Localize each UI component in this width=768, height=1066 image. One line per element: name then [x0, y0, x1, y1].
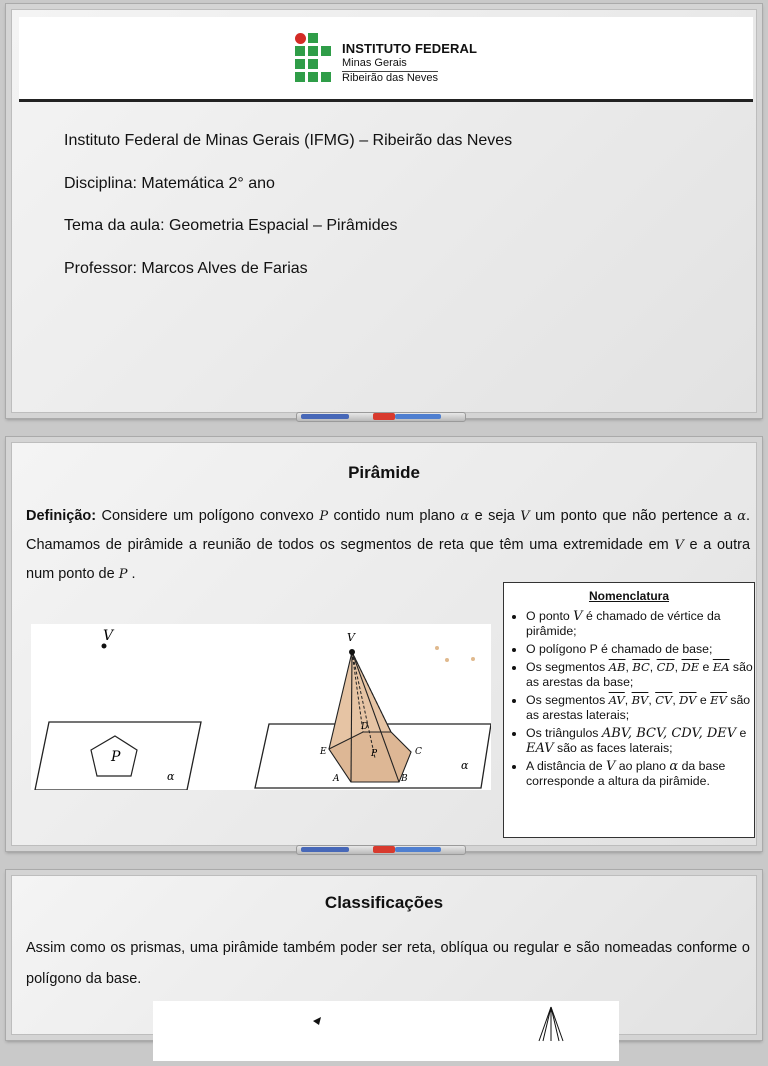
institution-line: Instituto Federal de Minas Gerais (IFMG) – Ribeirão das Neves [64, 132, 513, 149]
classification-paragraph: Assim como os prismas, uma pirâmide também poder ser reta, oblíqua ou regular e são nomeadas conforme o polígono da base. [26, 940, 750, 987]
slide-title: Classificações [324, 893, 444, 912]
discipline-line: Disciplina: Matemática 2° ano [64, 175, 275, 192]
list-item: • O polígono P é chamado de base; [526, 642, 754, 657]
label-a: A [333, 774, 340, 784]
classification-diagram [153, 1001, 619, 1061]
header-banner [19, 17, 753, 102]
ifmg-logo-icon [295, 33, 335, 83]
label-alpha-left: α [167, 770, 175, 783]
slide-title: Pirâmide [348, 463, 420, 482]
topic-line: Tema da aula: Geometria Espacial – Pirâmides [64, 217, 398, 234]
label-v-left: V [103, 628, 114, 644]
pyramid-figure [31, 624, 491, 790]
label-p-right: P [371, 749, 378, 759]
label-p-left: P [111, 749, 121, 765]
list-item: • Os triângulos ABV, BCV, CDV, DEV e EAV são as faces laterais; [526, 726, 754, 756]
list-item: • Os segmentos $\overline{AV}$, $\overline{BV}$, $\overline{CV}$, $\overline{DV}$ e $\overline{EV}$ são as arestas laterais; [526, 693, 754, 723]
label-e: E [320, 747, 327, 757]
definition-paragraph: Definição: Considere um polígono convexo P contido num plano α e seja V um ponto que não pertence a α. Chamamos de pirâmide a reunião de todos os segmentos de reta que têm uma extremidade em V e a outra num ponto de P . [26, 508, 751, 582]
label-alpha-right: α [461, 759, 469, 772]
apex-v-point [349, 649, 355, 655]
slide-title-board [6, 4, 762, 418]
professor-line: Professor: Marcos Alves de Farias [64, 260, 308, 277]
label-b: B [401, 774, 408, 784]
nomenclature-title: Nomenclatura [588, 589, 670, 603]
logo-title: INSTITUTO FEDERAL [342, 41, 478, 56]
slide-classification-board [6, 870, 762, 1040]
label-c: C [415, 747, 422, 757]
nomenclature-box [503, 582, 755, 838]
list-item: • O ponto V é chamado de vértice da pirâmide; [526, 609, 754, 639]
nomenclature-list [504, 609, 754, 789]
definition-label: Definição: [26, 508, 97, 524]
vertex-v-point [102, 644, 107, 649]
list-item: • Os segmentos $\overline{AB}$, $\overline{BC}$, $\overline{CD}$, $\overline{DE}$ e $\overline{EA}$ são as arestas da base; [526, 660, 754, 690]
pyramid-diagram [31, 624, 491, 790]
logo-campus: Ribeirão das Neves [342, 72, 438, 84]
marker-tray [296, 412, 466, 422]
label-v-right: V [347, 631, 355, 644]
list-item: • A distância de V ao plano α da base corresponde a altura da pirâmide. [526, 759, 754, 789]
logo-subtitle: Minas Gerais [342, 57, 407, 69]
marker-tray [296, 845, 466, 855]
label-d: D [361, 722, 369, 732]
classification-figure [153, 1001, 619, 1061]
slide-pyramid-board [6, 437, 762, 851]
